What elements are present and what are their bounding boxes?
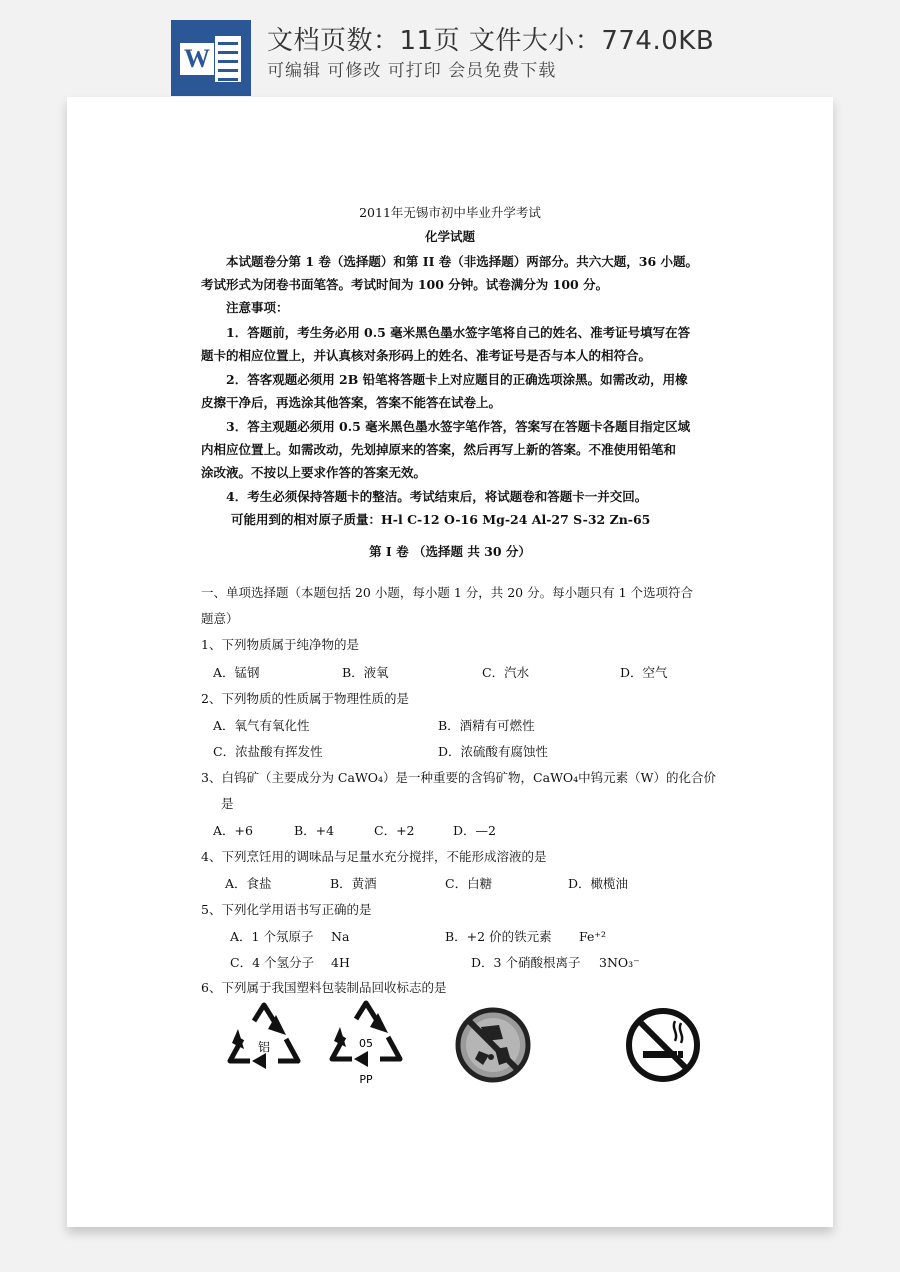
q4-option-b: B．黄酒 [330,876,377,891]
recycle-pp-icon [332,1003,400,1086]
q1-option-b: B．液氧 [342,665,389,680]
q5-option-c-label: C．4 个氢分子 [230,955,314,970]
exam-subject: 化学试题 [424,229,475,244]
q4-option-d: D．橄榄油 [568,876,629,891]
q1-option-d: D．空气 [620,665,668,680]
note-2-line-1: 2．答客观题必须用 2B 铅笔将答题卡上对应题目的正确选项涂黑。如需改动，用橡 [226,372,688,387]
question-3-line-2: 是 [221,796,234,811]
recycle-aluminum-label: 铝 [257,1040,271,1054]
recycle-pp-code: 05 [359,1037,373,1050]
q3-option-b: B．+4 [294,823,335,838]
q5-option-a-value: Na [331,929,350,944]
q5-option-d-label: D．3 个硝酸根离子 [471,955,581,970]
q5-option-d-value: 3NO₃⁻ [599,955,640,970]
question-3-line-1: 3、白钨矿（主要成分为 CaWO₄）是一种重要的含钨矿物，CaWO₄中钨元素（W）的化合价 [201,770,717,785]
q2-option-c: C．浓盐酸有挥发性 [213,744,323,759]
q2-option-a: A．氧气有氧化性 [213,718,310,733]
part-1-instructions-line-2: 题意） [201,611,239,626]
word-document-icon [171,20,251,96]
q1-option-a: A．锰钢 [213,665,260,680]
recycle-aluminum-icon [230,1005,298,1069]
document-info-title: 文档页数：11页 文件大小：774.0KB [267,26,715,56]
q4-option-c: C．白糖 [445,876,493,891]
question-1: 1、下列物质属于纯净物的是 [201,637,359,652]
note-3-line-2: 内相应位置上。如需改动，先划掉原来的答案，然后再写上新的答案。不准使用铅笔和 [201,442,677,457]
question-5: 5、下列化学用语书写正确的是 [201,902,372,917]
q2-option-b: B．酒精有可燃性 [438,718,535,733]
recycle-pp-caption: PP [359,1073,373,1086]
word-logo-letter: W [180,43,214,75]
notice-title: 注意事项： [226,300,289,315]
section-title: 第 I 卷 （选择题 共 30 分） [369,544,531,559]
q3-option-d: D．—2 [453,823,496,838]
exam-header: 2011年无锡市初中毕业升学考试 [359,205,541,220]
q5-option-a-label: A．1 个氖原子 [230,929,314,944]
atomic-masses: 可能用到的相对原子质量：H-l C-12 O-16 Mg-24 Al-27 S-32 Zn-65 [231,512,651,527]
q3-option-a: A．+6 [213,823,253,838]
note-4: 4．考生必须保持答题卡的整洁。考试结束后，将试题卷和答题卡一并交回。 [226,489,648,504]
q5-option-b-value: Fe⁺² [579,929,606,944]
note-3-line-1: 3．答主观题必须用 0.5 毫米黑色墨水签字笔作答，答案写在答题卡各题目指定区域 [226,419,691,434]
intro-line-2: 考试形式为闭卷书面笔答。考试时间为 100 分钟。试卷满分为 100 分。 [201,277,609,292]
q3-option-c: C．+2 [374,823,415,838]
document-page [67,97,833,1227]
q1-option-c: C．汽水 [482,665,530,680]
document-features: 可编辑 可修改 可打印 会员免费下载 [267,61,557,81]
q5-option-b-label: B．+2 价的铁元素 [445,929,552,944]
question-4: 4、下列烹饪用的调味品与足量水充分搅拌，不能形成溶液的是 [201,849,547,864]
note-1-line-2: 题卡的相应位置上，并认真核对条形码上的姓名、准考证号是否与本人的相符合。 [201,348,652,363]
note-2-line-2: 皮擦干净后，再选涂其他答案，答案不能答在试卷上。 [201,395,502,410]
q2-option-d: D．浓硫酸有腐蚀性 [438,744,549,759]
note-1-line-1: 1．答题前，考生务必用 0.5 毫米黑色墨水签字笔将自己的姓名、准考证号填写在答 [226,325,691,340]
no-littering-icon [458,1010,528,1080]
question-2: 2、下列物质的性质属于物理性质的是 [201,691,409,706]
q6-symbols [67,97,833,1227]
q4-option-a: A．食盐 [225,876,272,891]
q5-option-c-value: 4H [331,955,350,970]
question-6: 6、下列属于我国塑料包装制品回收标志的是 [201,980,447,995]
part-1-instructions-line-1: 一、单项选择题（本题包括 20 小题，每小题 1 分，共 20 分。每小题只有 1 个选项符合 [201,585,694,600]
intro-line-1: 本试题卷分第 1 卷（选择题）和第 II 卷（非选择题）两部分。共六大题，36 小题。 [226,254,699,269]
download-banner [0,0,900,96]
note-3-line-3: 涂改液。不按以上要求作答的答案无效。 [201,465,427,480]
no-smoking-icon [629,1011,697,1079]
